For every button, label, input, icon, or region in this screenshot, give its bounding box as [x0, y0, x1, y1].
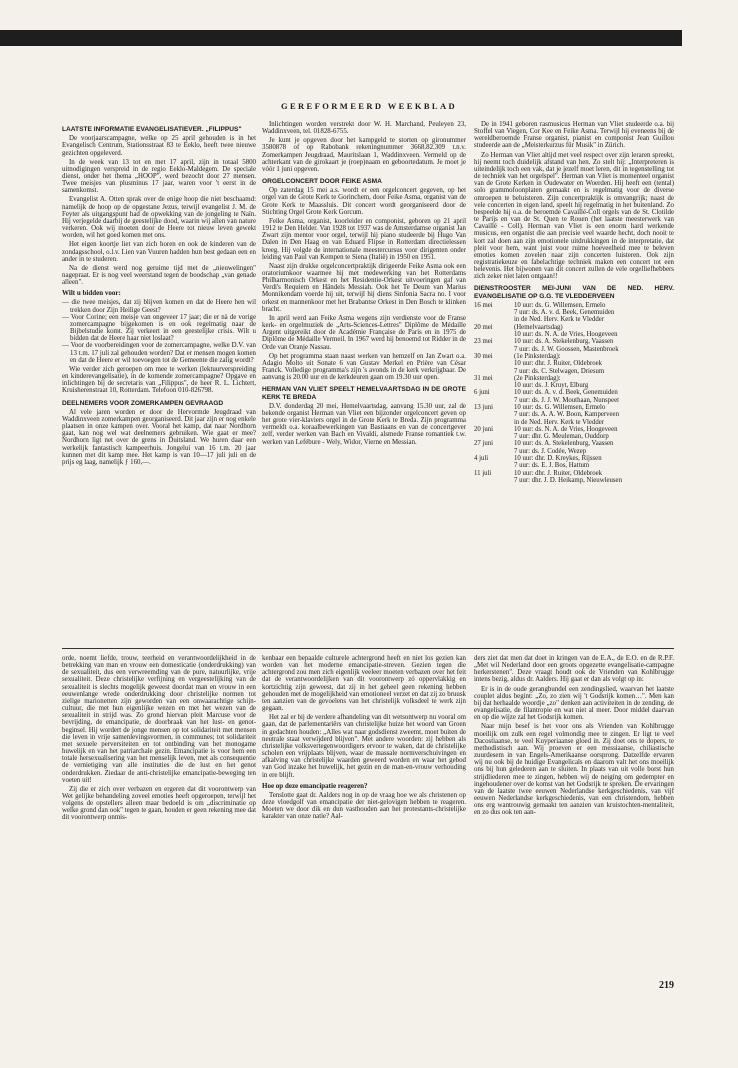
schedule-date: 13 juni	[474, 404, 494, 411]
schedule-entry: 7 uur: dhr. J. D. Heikamp, Nieuwleusen	[514, 476, 622, 484]
schedule-row	[474, 331, 674, 338]
schedule-entry: 10 uur: ds. J. Kruyt, Elburg	[514, 382, 589, 390]
article-title-orgelconcert: ORGELCONCERT DOOR FEIKE ASMA	[262, 178, 382, 186]
schedule-row	[474, 404, 674, 411]
schedule-date: 11 juli	[474, 469, 492, 477]
schedule-entry: 7 uur: ds. J. Codée, Wezep	[514, 447, 587, 455]
schedule-date	[474, 477, 514, 484]
schedule-entry: 7 uur: ds. A. A. W. Boon, Kamperveen	[514, 411, 619, 419]
article-title-van-vliet: HERMAN VAN VLIET SPEELT HEMELVAARTSDAG IN DE GROTE KERK TE BREDA	[262, 386, 466, 401]
schedule-entry: 10 uur: ds. G. Willemsen, Ermelo	[514, 301, 606, 309]
paragraph: Zo Herman van Vliet altijd met veel respect over zijn leraren spreekt, hij neemt toch duidelijk afstand van hen. Zo stelt hij: „Interpreteren is uiteindelijk toch een vak, dat je jezelf moet leren, dit in tegenstelling tot de techniek van het orgelspel". Herman van Vliet is momenteel organist van de Grote Kerken in Oudewater en Woerden. Hij heeft een (tental) solo grammofoonplaten gemaakt en is regelmatig voor de diverse omroepen te beluisteren. Zijn concertpraktijk is omvangrijk; naast de vele concerten in eigen land, speelt hij regelmatig in het buitenland. Zo bespeelde hij o.a. de beroemde Cavaillé-Coll orgels van de St. Clotilde te Parijs en van de St. Quen te Rouen (het laatste meesterwerk van Cavaillé - Coll). Herman van Vliet is een enorm hard werkende musicus, een organist die aan precisie veel waarde hecht, doch nooit te kort zal doen aan zijn emotionele uitdrukkingen in de interpretatie, dat pleit voor hem, want juist voor ruime hoeveelheid mee te beleven emoties komen zovelen naar zijn concerten luisteren. Ook zijn registratiekeuze en fabelachtige techniek maken een concert tot een belevenis. Het bijwonen van dit concert zullen de vele orgelliefhebbers zich zeker niet laten ontgaan!!	[474, 151, 674, 281]
article-title-zomerkampen: DEELNEMERS VOOR ZOMERKAMPEN GEVRAAGD	[62, 399, 224, 407]
schedule-entry: 10 uur: ds. N. A. de Vries, Hoogeveen	[514, 331, 618, 339]
schedule-date: 27 juni	[474, 440, 494, 448]
paragraph: Al vele jaren worden er door de Hervormde Jeugdraad van Waddinxveen zomerkampen georganiseerd. Dit jaar zijn er nog enkele plaatsen in onze kampen over. Vooral het kamp, dat naar Nordhorn gaat, kan nog wel wat deelnemers gebruiken. Wie gaat er mee? Nordhorn ligt net over de grens in Duitsland. We huren daar een werkelijk fantastisch kampeerhuis. Jongelui van 16 t.m. 20 jaar kunnen met dit kamp mee. Het kamp is van 10—17 juli juli en de prijs eg laag, namelijk ƒ 160,—.	[62, 408, 256, 466]
schedule-entry: 10 uur: ds. G. Willemsen, Ermelo	[514, 404, 606, 411]
schedule-date: 6 juni	[474, 389, 490, 397]
schedule-row	[474, 397, 674, 404]
page-header: GEREFORMEERD WEEKBLAD	[280, 101, 458, 111]
schedule-entry: (Hemelvaartsdag)	[514, 323, 563, 331]
column-3	[474, 121, 674, 484]
schedule-row	[474, 389, 674, 396]
schedule-entry: 7 uur: dhr. G. Meuleman, Ouddorp	[514, 433, 609, 441]
bottom-column-1	[62, 655, 256, 824]
schedule-row	[474, 353, 674, 360]
article-title-filippus: LAATSTE INFORMATIE EVANGELISATIEVER. „FILIPPUS"	[62, 126, 242, 133]
schedule-row	[474, 302, 674, 309]
prayer-heading: Wilt u bidden voor:	[62, 289, 121, 298]
paragraph: Op het programma staan naast werken van hemzelf en Jan Zwart o.a. Adagio Molto uit Sonate 6 van Gustav Merkel en Prière van César Franck. Volledige programma's zijn 's avonds in de kerk verkrijgbaar. De aanvang is 20.00 uur en de kerkdeuren gaan om 19.30 uur open.	[262, 352, 466, 382]
schedule-date	[474, 419, 514, 426]
schedule-entry: 10 uur: dhr. D. Kreykes, Rijssen	[514, 455, 602, 463]
paragraph: Feike Asma, organist, koorleider en componist, geboren op 21 april 1912 te Den Helder. Van 1928 tot 1937 was de Amsterdamse organist Jan Zwart zijn mentor voor orgel, terwijl hij piano studeerde bij Hugo Van Dalen in Den Haag en van Eduard Flipse in Rotterdam directielessen kreeg. Hij volgde de internationale meestercursus voor dirigenten onder leiding van Paul van Kempen te Siena (Italië) in 1950 en 1951.	[262, 217, 466, 261]
schedule-row	[474, 338, 674, 345]
schedule-entry: 10 uur: ds. A. Stekelenburg, Vaassen	[514, 338, 614, 346]
schedule-entry: in de Ned. Herv. Kerk te Vledder	[514, 418, 605, 426]
schedule-table	[474, 302, 674, 484]
paragraph: Naar mijn besef is het voor ons als Vrienden van Kohlbrugge moeilijk om zulk een regel volmondig mee te zingen. Er ligt te veel Dacostiaanse, te veel Kuyperiaanse gloed in. Zij doet ons te dopers, te methodistisch aan. Wij proeven er een messiaanse, chiliastische zuurdesem in van Engels-Amerikaanse oorsprong. Datzelfde ervaren wij nu ook bij de huidige Evangelicals en daarom valt het ons moeilijk ons bij hun gelederen aan te sluiten. In plaats van uit volle borst hun strijdliederen mee te zingen, hebben wij de neiging om gedempter en ingehoudener over de komst van het Godsrijk te spreken. De ervaringen van de laatste twee eeuwen Nederlandse kerkgeschiedenis, van vijf eeuwen Nederlandse kerkgeschiedenis, van een christendom, hebben ons erg wantrouwig gemaakt ten aanzien van kruistochten-mentaliteit, en zo dus ook ten aan-	[474, 723, 674, 817]
schedule-date: 23 mei	[474, 338, 493, 346]
schedule-entry: 7 uur: ds. E. J. Bos, Hattum	[514, 462, 590, 470]
bottom-column-3	[474, 655, 674, 818]
schedule-date	[474, 331, 514, 338]
paragraph: D.V. donderdag 20 mei, Hemelvaartsdag, aanvang 15.30 uur, zal de bekende organist Herman van Vliet een bijzonder orgelconcert geven op het grote vier-klaviers orgel in de Grote Kerk te Breda. Zijn programma vermeldt o.a. koraalbewerkingen van Bastiaans en van de concertgever zelf, verder werken van Bach en Vivaldi, alsmede Franse romantiek t.w. werken van Lefébure - Wely, Widor, Vierne en Messian.	[262, 402, 466, 446]
schedule-entry: (2e Pinksterdag):	[514, 374, 561, 382]
schedule-date: 20 mei	[474, 323, 493, 331]
schedule-row	[474, 462, 674, 469]
column-1	[62, 121, 256, 468]
paragraph: Wie verder zich geroepen om mee te werken (lektuurverspreiding en kinderevangelisatie), in de komende zomercampagne? Opgave en inlichtingen bij de secretaris van „Filippus", de heer R. L. Lichtert, Kruisherenstraat 10, Rotterdam. Telefoon 010-826798.	[62, 365, 256, 395]
schedule-row	[474, 419, 674, 426]
bottom-column-2	[262, 655, 466, 822]
schedule-date: 16 mei	[474, 301, 493, 309]
subheading: Hoe op deze emancipatie reageren?	[262, 781, 368, 790]
paragraph: kenbaar een bepaalde culturele achtergrond heeft en niet los gezien kan worden van het moderne emancipatie-streven. Gezien tegen die achtergrond zou men zich eigenlijk veeleer moeten verbazen over het feit dat de verantwoordelijken van dit voorontwerp zó oppervlakkig en kortzichtig zijn geweest, dat zij in het geheel geen rekening hebben gehouden met de mogelijkheid van emotioneel verzet en dat zij zo bruusk ten aanzien van de gevoelens van het christelijk volksdeel te werk zijn gegaan.	[262, 655, 466, 713]
schedule-entry: 10 uur: ds. A. Stekelenburg, Vaassen	[514, 440, 614, 448]
schedule-entry: in de Ned. Herv. Kerk te Vledder	[514, 316, 605, 324]
paragraph: Na de dienst werd nog geruime tijd met de „nieuwelingen" nagepraat. Er is nog veel weerstand tegen de boodschap „van genade alleen".	[62, 264, 256, 287]
schedule-row	[474, 470, 674, 477]
schedule-date	[474, 368, 514, 375]
scan-top-bar	[0, 30, 738, 46]
schedule-row	[474, 346, 674, 353]
schedule-entry: 7 uur: ds. J. W. Goossen, Mastenbroek	[514, 345, 619, 353]
paragraph: Het zal er bij de verdere afhandeling van dit wetsontwerp nu vooral om gaan, dat de parlementariërs van christelijke huize het woord van Groen in gedachten houden: „Alles wat naar godsdienst zweemt, moet buiten de neutrale staat verwijderd blijven". Met andere woorden: zij hebben als christelijke volksvertegenwoordigers ervoor te waken, dat de christelijke scholen een vrijplaats blijven, waar de massale normverschuivingen en afkalving van christelijke waarden geweerd worden en waar het gebod van God inzake het huwelijk, het gezin en de man-en-vrouw verhouding in ere blijft.	[262, 714, 466, 779]
schedule-date	[474, 346, 514, 353]
paragraph: Naast zijn drukke orgelconcertpraktijk dirigeerde Feike Asma ook een oratoriumkoor waarmee hij met medewerking van het Rotterdams Philharmonisch Orkest en het Residentie-Orkest uitvoeringen gaf van Verdi's Requiem en Händels Messiah. Ook het Te Deum van Marius Monnikendam voerde hij uit, terwijl hij diens Sinfonia Sacra no. I voor orkest en mannenkoor met het Brabantse Orkest in Den Bosch te klinken bracht.	[262, 262, 466, 313]
schedule-date	[474, 462, 514, 469]
paragraph: Je kunt je opgeven door het kampgeld te storten op gironummer 3580878 of op Rabobank rekeningnummer 3668.82.309 t.n.v. Zomerkampen Jeugdraad, Mauritslaan 1, Waddinxveen. Vermeld op de achterkant van de girokaart je (roep)naam en geboortedatum. Je moet je vóór 1 juni opgeven.	[262, 137, 466, 173]
paragraph: Op zaterdag 15 mei a.s. wordt er een orgelconcert gegeven, op het orgel van de Grote Kerk te Gorinchem, door Feike Asma, organist van de Grote Kerk te Maassluis. Dit concert wordt georganiseerd door de Stichting Orgel Grote Kerk Gorcum.	[262, 187, 466, 216]
schedule-row	[474, 433, 674, 440]
paragraph: ders ziet dat men dat doet in kringen van de E.A., de E.O. en de R.P.F. „Met wil Nederland door een groots opgezette evangelisatie-campagne herkerstenen". Deze vraagt houdt ook de Vrienden van Kohlbrugge intens bezig, aldus dr. Aalders. Hij gaat er dan als volgt op in:	[474, 655, 674, 684]
page-number: 219	[659, 980, 674, 991]
schedule-row	[474, 477, 674, 484]
schedule-row	[474, 382, 674, 389]
schedule-row	[474, 440, 674, 447]
schedule-row	[474, 426, 674, 433]
schedule-entry: 10 uur: dhr. J. Ruiter, Oldebroek	[514, 469, 603, 477]
paragraph: De voorjaarscampagne, welke op 25 april gehouden is in het Evangelisch Centrum, Stationsstraat 83 te Eeklo, heeft twee nieuwe gezichten opgeleverd.	[62, 135, 256, 157]
schedule-row	[474, 360, 674, 367]
list-item: — Voor de voorbereidingen voor de zomercampagne, welke D.V. van 13 t.m. 17 juli zal gehouden worden? Dat er mensen mogen komen en dat de Heere er wil toevoegen tot de Gemeente die zalig wordt?	[62, 342, 256, 363]
schedule-title: DIENSTROOSTER MEI-JUNI VAN DE NED. HERV. EVANGELISATIE OP G.G. TE VLEDDERVEEN	[474, 285, 674, 300]
schedule-entry: 10 uur: ds. A. v. d. Beek, Genemuiden	[514, 389, 618, 397]
schedule-date	[474, 382, 514, 389]
schedule-row	[474, 375, 674, 382]
paragraph: In de week van 13 tot en met 17 april, zijn in totaal 5800 uitnodigingen verspreid in de regio Eeklo-Maldegem. De speciale dienst, onder het thema „HOOP", werd bezocht door 27 mensen. Twee meisjes van plusminus 17 jaar, waren voor 't eerst in de samenkomst.	[62, 158, 256, 195]
column-2	[262, 121, 466, 448]
schedule-entry: 7 uur: ds. J. J. W. Mouthaan, Nunspeet	[514, 396, 619, 404]
schedule-date	[474, 448, 514, 455]
paragraph: orde, noemt liefde, trouw, teerheid en verantwoordelijkheid in de betrekking van man en vrouw een domesticatie (onderdrukking) van de sexualiteit, dus een verwreemding van de pure, natuurlijke, vrije sexualiteit. Deze christelijke verfijning en vergeestelijking van de sexualiteit is slechts mogelijk geweest doordat man en vrouw in een eeuwenlange wrede onderdrukking door christelijke normen tot zielige marionetten zijn geworden van een onwaarachtige schijn-cultuur, die met hun eigenlijke wezen en met het wezen van de sexualiteit in strijd was. Zo grond hiervan pleit Marcuse voor de bevrijding, de emancipatie, de doorbraak van het lust- en genot-beginsel. Hij wordert de jonge mensen op tot solidariteit met mensen die leven in vrije samenlevingsvormen, in communes; tot solidariteit met sexuele perversiteiten en tot ontbinding van het monogame huwelijk en van het patriarchale gezin. Emancipatie is voor hem een totale hersexualisering van het menselijk leven, met als consequentie de vernietiging van alle instituties die de lust en het genot onderdrukken. Ziedaar de anti-christelijke emancipatie-beweging ten voeten uit!	[62, 655, 256, 784]
paragraph: In april werd aan Feike Asma wegens zijn verdienste voor de Franse kerk- en orgelmuziek de „Arts-Sciences-Lettres" Diplôme de Médaille Argent uitgereikt door de Académie Française de Paris en in 1975 de Diplôme de Médaille Vermeil. In 1967 werd hij benoemd tot Ridder in de Orde van Oranje Nassau.	[262, 314, 466, 351]
paragraph: Evangelist A. Otten sprak over de enige hoop die niet beschaamd: namelijk de hoop op de opgestane Jezus, terwijl evangelist J. M. de Feyter als uitgangspunt had de opwekking van de jongeling te Naïn. Hij verjegelde daarbij de geestelijke dood, waarin wij allen van nature verkeren. Ook wij moeten door de Heere tot nieuw leven gewekt worden, wil het goed komen met ons.	[62, 196, 256, 240]
schedule-date	[474, 316, 514, 323]
schedule-entry: (1e Pinksterdag):	[514, 352, 561, 360]
schedule-row	[474, 316, 674, 323]
schedule-row	[474, 368, 674, 375]
schedule-date: 4 juli	[474, 455, 489, 463]
list-item: — die twee meisjes, dat zij blijven komen en dat de Heere hen wil trekken door Zijn Heilige Geest?	[62, 299, 256, 313]
schedule-date	[474, 360, 514, 367]
schedule-row	[474, 411, 674, 418]
schedule-date	[474, 411, 514, 418]
schedule-row	[474, 309, 674, 316]
schedule-date	[474, 397, 514, 404]
prayer-list	[62, 299, 256, 363]
schedule-row	[474, 455, 674, 462]
schedule-row	[474, 324, 674, 331]
schedule-entry: 7 uur: ds. A. v. d. Beek, Genemuiden	[514, 309, 615, 317]
schedule-date: 30 mei	[474, 352, 493, 360]
schedule-date: 20 juni	[474, 425, 494, 433]
paragraph: Tenslotte gaat dr. Aalders nog in op de vraag hoe we als christenen op deze vloedgolf van emancipatie der niet-gelovigen hebben te reageren. Moeten we door dik en dun vasthouden aan het protestants-christelijke karakter van onze natie? Aal-	[262, 791, 466, 821]
schedule-date: 31 mei	[474, 374, 493, 382]
schedule-row	[474, 448, 674, 455]
paragraph: Het eigen koortje liet van zich horen en ook de kinderen van de zondagsschool, o.l.v. Lien van Vuuren hadden hun best gedaan een en ander in te studeren.	[62, 241, 256, 263]
paragraph: Er is in de oude gerangbundel een zendingslied, waarvan het laatste couplet aldus begint: „Zo, zo zien wij 't Godsrijk komen…". Men kan bij dat herhaalde woordje „zo" denken aan activiteiten in de zending, de evangelisatie, de filantropie en wat niet al meer. Door middel daarvan en op die wijze zal het Godsrijk komen.	[474, 685, 674, 722]
schedule-entry: 7 uur: ds. C. Stelwagen, Driesum	[514, 367, 605, 375]
section-divider	[62, 648, 674, 649]
schedule-date	[474, 433, 514, 440]
schedule-entry: 10 uur: dhr. J. Ruiter, Oldebroek	[514, 360, 603, 368]
paragraph: De in 1941 geboren rasmusicus Herman van Vliet studeerde o.a. bij Stoffel van Viegen, Cor Kee en Feike Asma. Terwijl hij eveneens bij de wereldberoemde Franse organist, pianist en componist Jean Guillou studeerde aan de „Meisterkurzus für Musik" in Zürich.	[474, 121, 674, 150]
schedule-date	[474, 309, 514, 316]
schedule-entry: 10 uur: ds. N. A. de Vries, Hoogeveen	[514, 425, 618, 433]
paragraph: Zij die er zich over verbazen en ergeren dat dit voorontwerp van Wet gelijke behandeling zoveel emoties heeft opgeroepen, terwijl het volgens de opstellers alleen maar bedoeld is om „discriminatie op welke grond dan ook" tegen te gaan, houden er geen rekening mee dat dit voorontwerp onmis-	[62, 785, 256, 822]
paragraph: Inlichtingen worden verstrekt door W. H. Marchand, Peuleyen 23, Waddinxveen, tel. 01828-6755.	[262, 121, 466, 136]
list-item: — Voor Corine; een meisje van ongeveer 17 jaar; die er nà de vorige zomercampagne bijgekomen is en ook regelmatig naar de Bijbelstudie komt. Zij verkeert in een geestelijke crisis. Wilt u bidden dat de Heere haar niet loslaat?	[62, 314, 256, 343]
